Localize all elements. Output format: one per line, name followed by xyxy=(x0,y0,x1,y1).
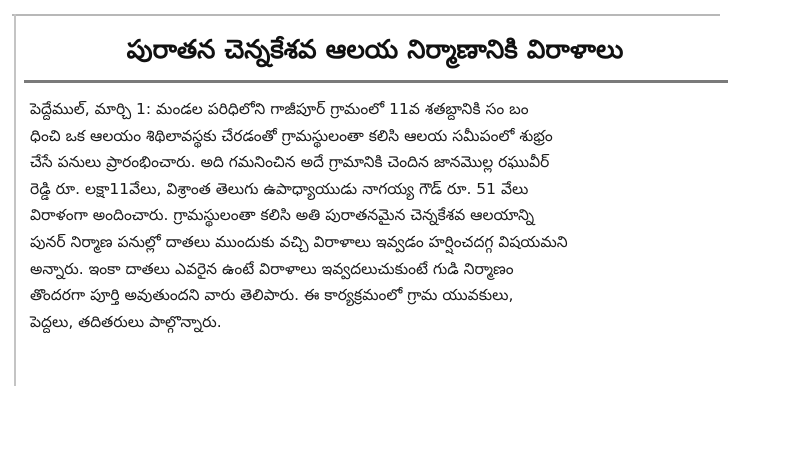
column-divider xyxy=(14,14,16,386)
article-body xyxy=(30,96,730,335)
article-line: చేసే పనులు ప్రారంభించారు. అది గమనించిన అదే గ్రామానికి చెందిన జానమొల్ల రఘువీర్ xyxy=(30,153,550,172)
article-headline: పురాతన చెన్నకేశవ ఆలయ నిర్మాణానికి విరాళాలు xyxy=(126,35,624,65)
article-line: ధించి ఒక ఆలయం శిథిలావస్థకు చేరడంతో గ్రామస్థులంతా కలిసి ఆలయ సమీపంలో శుభ్రం xyxy=(30,126,553,145)
article-line: రెడ్డి రూ. లక్షా11వేలు, విశ్రాంత తెలుగు ఉపాధ్యాయుడు నాగయ్య గౌడ్ రూ. 51 వేలు xyxy=(30,179,529,198)
article-line: అన్నారు. ఇంకా దాతలు ఎవరైన ఉంటే విరాళాలు ఇవ్వదలుచుకుంటే గుడి నిర్మాణం xyxy=(30,259,514,278)
article-line: పెద్దేముల్, మార్చి 1: మండల పరిధిలోని గాజీపూర్ గ్రామంలో 11వ శతబ్దానికి సం బం xyxy=(30,100,529,118)
article-line: తొందరగా పూర్తి అవుతుందని వారు తెలిపారు. ఈ కార్యక్రమంలో గ్రామ యువకులు, xyxy=(30,286,514,305)
article-line: పెద్దలు, తదితరులు పాల్గొన్నారు. xyxy=(30,312,222,331)
article-line: విరాళంగా అందించారు. గ్రామస్థులంతా కలిసి అతి పురాతనమైన చెన్నకేశవ ఆలయాన్ని xyxy=(30,206,535,225)
top-divider xyxy=(12,14,720,16)
headline-underline xyxy=(24,80,728,83)
article-line: పునర్ నిర్మాణ పనుల్లో దాతలు ముందుకు వచ్చి విరాళాలు ఇవ్వడం హర్షించదగ్గ విషయమని xyxy=(30,232,568,251)
